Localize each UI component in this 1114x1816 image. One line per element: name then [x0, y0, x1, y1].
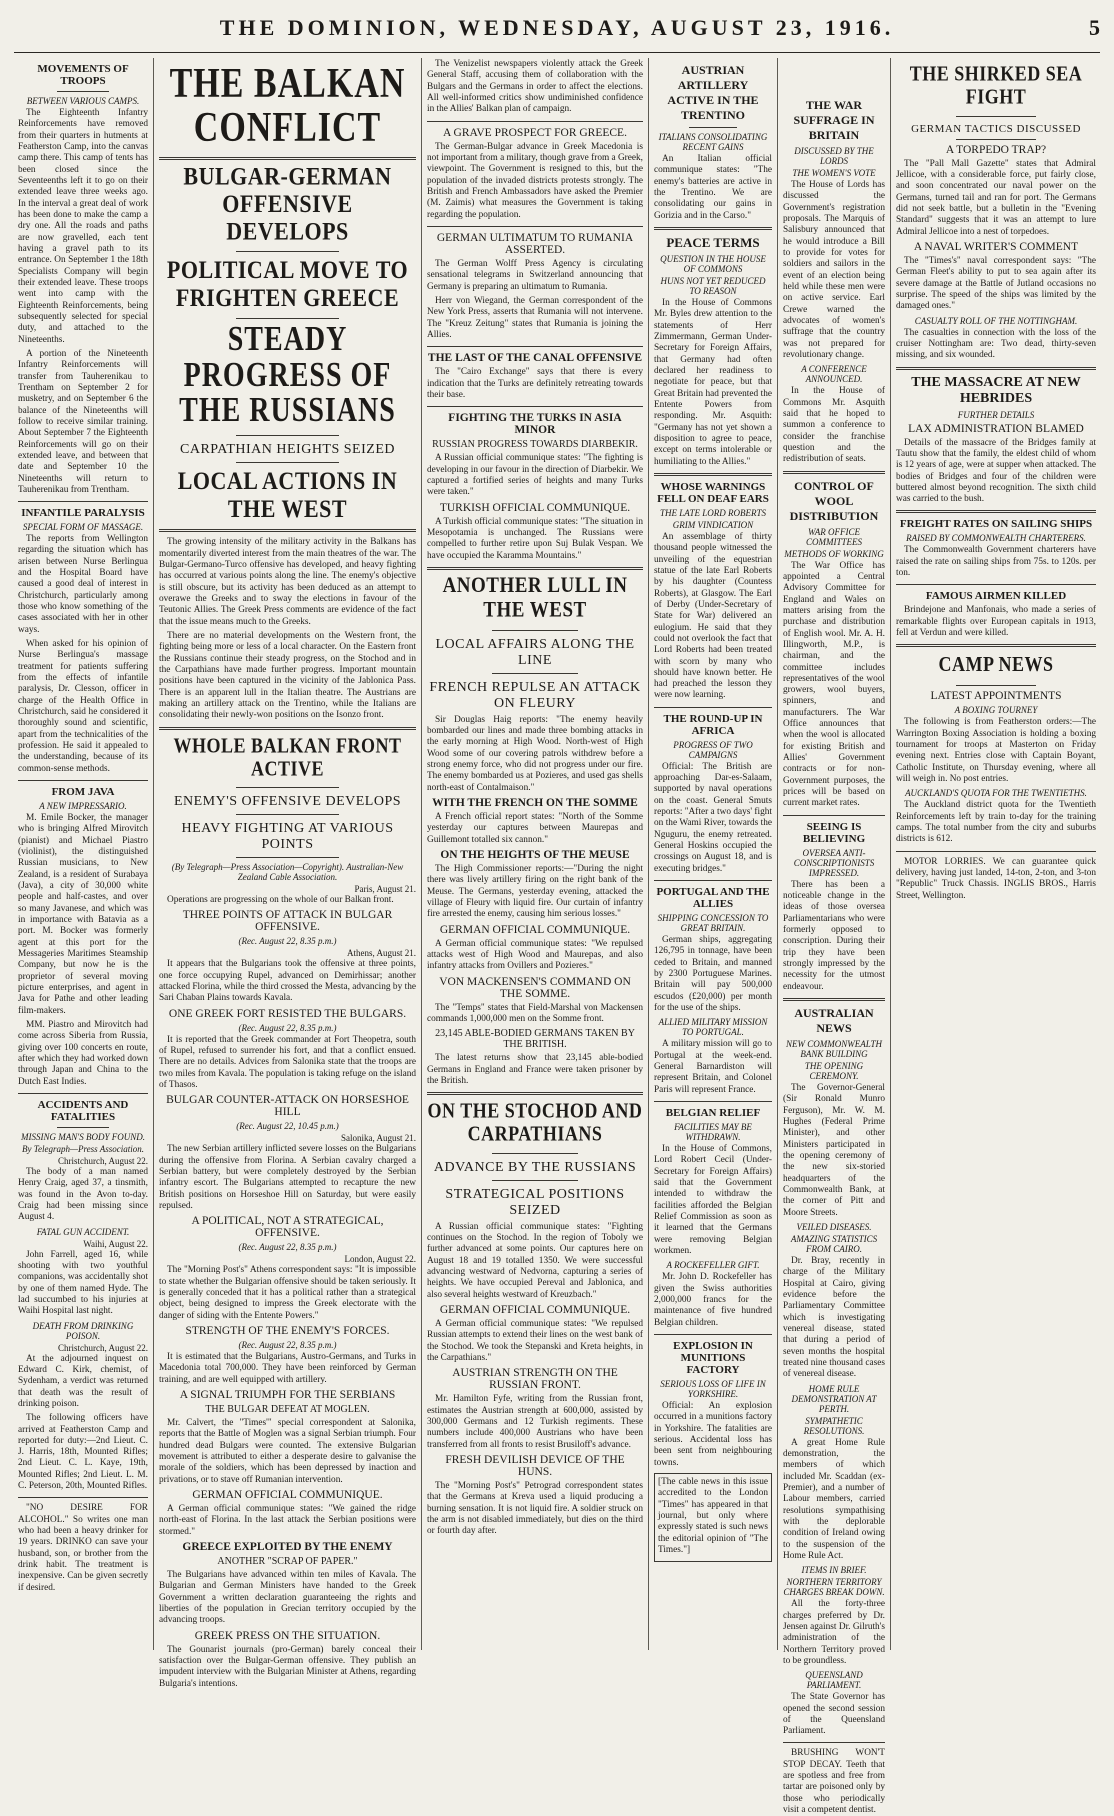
article-body: It appears that the Bulgarians took the offensive at three points, one force occupying Rupel, advanced on Demirhissar; another attacked Florina, while the third crossed the Mesta, advancing by the Sari Chaban Plains towards Kavala.	[159, 959, 416, 1004]
article-body: M. Emile Bocker, the manager who is bringing Alfred Mirovitch (pianist) and Michael Piastro (violinist), the distinguished Russian musicians, to New Zealand, is a resident of Surabaya (Java), a city of 30,000 white people and half-castes, and over so many Javanese, and which was in importance with Batavia as a port. M. Bocker was formerly agent at this port for the Messageries Maritimes Steamship Company, but now he is the proprietor of several moving picture enterprises, and agent in Java for Pathe and other leading film-makers.	[18, 813, 148, 1016]
subheading: SHIPPING CONCESSION TO GREAT BRITAIN.	[657, 913, 769, 934]
article-body: A German official communique states: "We repulsed Russian attempts to extend their lines on the west bank of the Stochod. We took the Stepanski and Kreta heights, in the Carpathians."	[427, 1319, 643, 1364]
subheading: VEILED DISEASES.	[796, 1221, 872, 1232]
subheading: TURKISH OFFICIAL COMMUNIQUE.	[439, 501, 631, 514]
headline: CAMP NEWS	[938, 652, 1054, 676]
column-3	[423, 58, 647, 1650]
subheading: A POLITICAL, NOT A STRATEGICAL, OFFENSIVE.	[191, 1215, 384, 1240]
subheading: STRENGTH OF THE ENEMY'S FORCES.	[185, 1325, 390, 1338]
article-body: The following is from Featherston orders:—The Warrington Boxing Association is holding a boxing tournament for troops at Masterton on Friday evening next. Entries close with Captain Boyant, Catholic Institute, on Thursday evening, where all will weigh in. No post entries.	[896, 717, 1096, 784]
headline: GERMAN TACTICS DISCUSSED	[911, 122, 1081, 135]
article-body: Operations are progressing on the whole of our Balkan front.	[167, 895, 394, 906]
article-body: The State Governor has opened the second session of the Queensland Parliament.	[783, 1692, 885, 1737]
editorial-note: [The cable news in this issue accredited to the London "Times" has appeared in that journal, but only where expressly stated is such news the editorial opinion of "The Times."]	[654, 1473, 772, 1562]
article-body: Mr. Calvert, the "Times'" special correspondent at Salonika, reports that the Battle of Moglen was a signal Serbian triumph. Four hundred dead Bulgars were counted. The extensive Bulgarian movement is attributed to either a desperate desire to galvanise the morale of the soldiers, which has been depressed by inaction and privations, or to stave off Rumanian intervention.	[159, 1418, 416, 1485]
headline: THE BALKAN CONFLICT	[169, 60, 406, 151]
column-6	[892, 58, 1100, 1650]
headline: STEADY PROGRESS OF THE RUSSIANS	[179, 320, 396, 431]
article-body: The High Commissioner reports:—"During the night there was lively artillery firing on the right bank of the Meuse. The Germans, yesterday evening, attacked the village of Fleury with liquid fire. Our curtain of infantry fire arrested the enemy, causing him serious losses."	[427, 863, 643, 920]
column-2	[155, 58, 420, 1689]
article-body: The "Cairo Exchange" says that there is every indication that the Turks are definitely retreating towards their base.	[427, 367, 643, 400]
headline: PORTUGAL AND THE ALLIES	[656, 886, 770, 911]
article-body: The new Serbian artillery inflicted severe losses on the Bulgarians during the offensive from Florina. A Serbian cavalry charged a Serbian battery, but were completely destroyed by the Serbian infantry escort. The Bulgarians attempted to recapture the new British positions on Horseshoe Hill on Saturday, but were easily repulsed.	[159, 1144, 416, 1212]
headline: AUSTRALIAN NEWS	[794, 1006, 874, 1036]
subheading: WITH THE FRENCH ON THE SOMME	[432, 796, 638, 809]
article-body: Herr von Wiegand, the German correspondent of the New York Press, asserts that Rumania will not intervene. The "Kreuz Zeitung" states that Rumania is joining the Allies.	[427, 295, 643, 340]
article-body: A Turkish official communique states: "The situation in Mesopotamia is unchanged. The Russians were compelled to further retire upon Suj Bulak Vespan. We have occupied the Karamma Mountains."	[427, 516, 643, 561]
article-body: A military mission will go to Portugal at the week-end. General Barnardiston will represent Britain, and Colonel Paris will represent France.	[654, 1039, 772, 1095]
dateline: Christchurch, August 22.	[58, 1342, 148, 1353]
subheading: ONE GREEK FORT RESISTED THE BULGARS.	[168, 1007, 407, 1020]
subheading: QUEENSLAND PARLIAMENT.	[805, 1670, 863, 1691]
article-body: A German official communique states: "We gained the ridge north-east of Florina. In the last attack the Serbian positions were stormed."	[159, 1503, 416, 1537]
headline: PEACE TERMS	[666, 234, 760, 250]
article-body: The "Temps" states that Field-Marshal von Mackensen commands 1,000,000 men on the Somme front.	[427, 1002, 643, 1024]
article-body: All the forty-three charges preferred by Dr. Jensen against Dr. Gilruth's administration of the Northern Territory proved to be groundless.	[783, 1599, 885, 1666]
subheading: NEW COMMONWEALTH BANK BUILDING	[785, 1039, 883, 1060]
article-body: There has been a noticeable change in the ideas of those oversea Parliamentarians who were formerly opposed to conscription. During their trip they have been strongly impressed by the necessity for the utmost endeavour.	[783, 879, 885, 992]
subheading: AUCKLAND'S QUOTA FOR THE TWENTIETHS.	[905, 788, 1087, 799]
article-body: A German official communique states: "We repulsed attacks west of High Wood and Maurepas, and also infantry attacks from Ovillers and Pozieres."	[427, 938, 643, 972]
article-body: The "Times's" naval correspondent says: "The German Fleet's ability to put to sea again after its severe damage at the Battle of Jutland occasions no surprise. The speed of the ships was limited by the damaged ones."	[896, 255, 1096, 312]
article-body: When asked for his opinion of Nurse Berlingua's massage treatment for patients suffering from the effects of infantile paralysis, Dr. Clesson, officer in charge of the Health Office in Christchurch, said he considered it thoroughly sound and scientific, apart from the technicalities of the profession. He said it appealed to the understanding, because of its common-sense methods.	[18, 639, 148, 774]
article-body: The Venizelist newspapers violently attack the Greek General Staff, accusing them of collaboration with the Bulgars and the Germans in order to affect the elections. All well-informed critics show undiminished confidence in the Allies' Balkan plan of campaign.	[427, 59, 643, 115]
subheading: BULGAR COUNTER-ATTACK ON HORSESHOE HILL	[166, 1094, 409, 1119]
subheading: A BOXING TOURNEY	[954, 705, 1038, 716]
headline: WHOSE WARNINGS FELL ON DEAF EARS	[657, 480, 769, 505]
subheading: METHODS OF WORKING	[784, 548, 884, 559]
subheading: THREE POINTS OF ATTACK IN BULGAR OFFENSIVE.	[182, 909, 393, 934]
article-body: Mr. Hamilton Fyfe, writing from the Russian front, estimates the Austrian strength at 600,000, assisted by 300,000 Germans and 12 Turkish regiments. These numbers include 400,000 Austrians who have been transferred from all fronts to resist Brusiloff's advance.	[427, 1394, 643, 1450]
article-body: There are no material developments on the Western front, the fighting being more or less of a local character. On the Eastern front the Russians continue their steady progress, on the Stochod and in the Carpathians have made further progress. Important mountain positions have been captured in the vicinity of the Jablonica Pass. There is an apparent lull in the Italian theatre. The Austrians are making an artillery attack on the Trentino, while the Italians are consolidating their newly-won positions on the Isonzo front.	[159, 630, 416, 721]
article-body: Official: An explosion occurred in a munitions factory in Yorkshire. The fatalities are serious. Accidental loss has been sent from neighbouring towns.	[654, 1400, 772, 1468]
headline: FRENCH REPULSE AN ATTACK ON FLEURY	[429, 679, 641, 711]
article-body: The body of a man named Henry Craig, aged 37, a tinsmith, was found in the Avon to-day. Craig had been missing since August 4.	[18, 1166, 148, 1223]
article-body: In the House of Commons Mr. Asquith said that he hoped to summon a conference to consider the franchise question and the redistribution of seats.	[783, 386, 885, 465]
subheading: A GRAVE PROSPECT FOR GREECE.	[443, 126, 627, 139]
article-body: The latest returns show that 23,145 able-bodied Germans in England and France were taken prisoner by the British.	[427, 1053, 643, 1086]
article-body: The "Morning Post's" Athens correspondent says: "It is impossible to state whether the Bulgarian offensive should be taken seriously. It is generally conceded that it has a political rather than a strategical object, being designed to impress the Greek electorate with the danger of siding with the Entente Powers."	[159, 1265, 416, 1321]
subheading: GREECE EXPLOITED BY THE ENEMY	[182, 1540, 393, 1553]
subheading: A NAVAL WRITER'S COMMENT	[913, 240, 1079, 253]
advertisement: BRUSHING WON'T STOP DECAY. Teeth that are spotless and free from tartar are poisoned only by those who periodically visit a competent dentist.	[783, 1748, 885, 1816]
article-subheading: SPECIAL FORM OF MASSAGE.	[22, 522, 144, 533]
subheading: ITEMS IN BRIEF.	[801, 1565, 867, 1576]
article-heading: INFANTILE PARALYSIS	[21, 507, 145, 520]
headline: FREIGHT RATES ON SAILING SHIPS	[899, 518, 1093, 531]
headline: ANOTHER LULL IN THE WEST	[442, 573, 628, 622]
subheading: THE WOMEN'S VOTE	[792, 168, 876, 178]
article-body: The German Wolff Press Agency is circulating sensational telegrams in Switzerland announcing that Germany is preparing an ultimatum to Rumania.	[427, 258, 643, 292]
subheading: SYMPATHETIC RESOLUTIONS.	[803, 1415, 865, 1436]
subheading: FURTHER DETAILS	[957, 409, 1035, 420]
headline: CARPATHIAN HEIGHTS SEIZED	[180, 441, 395, 457]
article-body: It is reported that the Greek commander at Fort Theopetra, south of Rupel, refused to surrender his fort, and that a conflict ensued. There are no details. Advices from Salonika state that the troops are two miles from Kavala. The population is taking refuge on the island of Thasos.	[159, 1034, 416, 1091]
dateline: London, August 22.	[344, 1254, 416, 1265]
column-rule	[421, 58, 422, 1650]
item-title: DEATH FROM DRINKING POISON.	[32, 1320, 134, 1341]
subheading: ON THE HEIGHTS OF THE MEUSE	[440, 848, 630, 861]
article-body: The "Pall Mall Gazette" states that Admiral Jellicoe, with a considerable force, put fairly close, and soon concentrated our naval power on the Germans, turned tail and ran for port. The Germans did not seek battle, but a bulletin in the "Evening Standard" suggests that it was an attempt to lure Admiral Jellicoe into a nest of torpedoes.	[896, 158, 1096, 237]
headline: WHOLE BALKAN FRONT ACTIVE	[173, 733, 402, 780]
article-body: The Governor-General (Sir Ronald Munro Ferguson), Mr. W. M. Hughes (Federal Prime Minister), and other Ministers participated in the opening ceremony of the new six-storied headquarters of the Commonwealth Bank, at the corner of Pitt and Moore Streets.	[783, 1083, 885, 1218]
column-5	[779, 58, 889, 1816]
subheading: HUNS NOT YET REDUCED TO REASON	[660, 275, 766, 296]
article-subheading: A NEW IMPRESSARIO.	[39, 801, 127, 812]
headline: THE WAR SUFFRAGE IN BRITAIN	[793, 98, 875, 142]
article-body: A portion of the Nineteenth Infantry Reinforcements will transfer from Tauherenikau to Trentham on September 2 for musketry, and on September 6 the balance of the Nineteenths will follow to receive similar training. About September 7 the Eighteenth Reinforcements will go on their extended leave, and between that date and September 10 the Nineteenths will return to Tauherenikau from Trentham.	[18, 348, 148, 495]
subheading: RUSSIAN PROGRESS TOWARDS DIARBEKIR.	[432, 439, 638, 451]
item-credit: By Telegraph—Press Association.	[22, 1143, 144, 1154]
page-number: 5	[1089, 15, 1100, 40]
article-body: The Bulgarians have advanced within ten miles of Kavala. The Bulgarian and German Ministers have handed to the Greek Government a written declaration guaranteeing the rights and liberties of the population in Grecian territory occupied by the advancing troops.	[159, 1569, 416, 1626]
received-time: (Rec. August 22, 8.35 p.m.)	[238, 1022, 337, 1033]
column-4	[650, 58, 776, 1650]
subheading: GERMAN OFFICIAL COMMUNIQUE.	[192, 1488, 383, 1501]
article-body: It is estimated that the Bulgarians, Austro-Germans, and Turks in Macedonia total 700,000. They have been reinforced by German training, and are well equipped with artillery.	[159, 1352, 416, 1385]
headline: THE SHIRKED SEA FIGHT	[909, 61, 1083, 108]
subheading: NORTHERN TERRITORY CHARGES BREAK DOWN.	[783, 1577, 885, 1598]
article-body: The following officers have arrived at Featherston Camp and reported for duty:—2nd Lieut. C. J. Harris, 18th, Mounted Rifles; 2nd Lieut. C. L. Kaye, 19th, Mounted Rifles; 2nd Lieut. L. M. C. Peterson, 20th, Mounted Rifles.	[18, 1413, 148, 1492]
headline: BELGIAN RELIEF	[665, 1107, 761, 1120]
subheading: QUESTION IN THE HOUSE OF COMMONS	[660, 253, 766, 274]
received-time: (Rec. August 22, 8.35 p.m.)	[238, 1340, 337, 1351]
article-body: MM. Piastro and Mirovitch had come across Siberia from Russia, giving over 100 concerts en route, after which they had worked down through Japan and China to the Dutch East Indies.	[18, 1019, 148, 1087]
article-body: The "Morning Post's" Petrograd correspondent states that the Germans at Kreva used a liquid producing a burning sensation. It is not liquid fire. A soldier struck on the arm is not disabled immediately, but dies on the third or fourth day after.	[427, 1481, 643, 1537]
article-body: Details of the massacre of the Bridges family at Tautu show that the family, the eldest child of whom is 12 years of age, were at supper when attacked. The bodies of Bridges and four of the children were buttered almost beyond recognition. The sixth child was carried to the bush.	[896, 437, 1096, 505]
subheading: OVERSEA ANTI-CONSCRIPTIONISTS IMPRESSED.	[793, 847, 875, 878]
subheading: GERMAN OFFICIAL COMMUNIQUE.	[439, 923, 631, 936]
subheading: GRIM VINDICATION	[672, 519, 754, 530]
received-time: (Rec. August 22, 10.45 p.m.)	[236, 1121, 339, 1132]
subheading: VON MACKENSEN'S COMMAND ON THE SOMME.	[439, 975, 631, 1000]
subheading: GREEK PRESS ON THE SITUATION.	[194, 1629, 381, 1642]
article-heading: MOVEMENTS OF TROOPS	[37, 63, 129, 87]
headline: HEAVY FIGHTING AT VARIOUS POINTS	[181, 821, 394, 853]
subheading: CASUALTY ROLL OF THE NOTTINGHAM.	[914, 315, 1078, 326]
column-rule	[153, 58, 154, 1650]
headline: LOCAL AFFAIRS ALONG THE LINE	[435, 636, 635, 668]
article-body: Mr. John D. Rockefeller has given the Swiss authorities 2,000,000 francs for the maintenance of five hundred Belgian children.	[654, 1272, 772, 1328]
item-title: MISSING MAN'S BODY FOUND.	[21, 1131, 145, 1142]
advertisement: "NO DESIRE FOR ALCOHOL." So writes one man who had been a heavy drinker for 19 years. DRINKO can save your husband, son, or brother from the drink habit. The treatment is inexpensive. Can be given secretly if desired.	[18, 1503, 148, 1593]
subheading: A CONFERENCE ANNOUNCED.	[801, 364, 867, 385]
subheading: AUSTRIAN STRENGTH ON THE RUSSIAN FRONT.	[452, 1367, 618, 1392]
article-body: John Farrell, aged 16, while shooting with two youthful companions, was accidentally shot by one of them named Hyde. The lad succumbed to his injuries at Waihi Hospital last night.	[18, 1249, 148, 1317]
subheading: PROGRESS OF TWO CAMPAIGNS	[673, 739, 753, 760]
subheading: LATEST APPOINTMENTS	[930, 690, 1062, 703]
article-body: Sir Douglas Haig reports: "The enemy heavily bombarded our lines and made three bombing attacks in the early morning at High Wood. North-west of High Wood some of our covering patrols withdrew before a strong enemy force, who did not progress under our fire. The enemy bombarded us at Pozieres, and used gas shells north-east of Contalmaison."	[427, 714, 643, 793]
masthead-title: THE DOMINION, WEDNESDAY, AUGUST 23, 1916.	[219, 15, 895, 40]
headline: AUSTRIAN ARTILLERY ACTIVE IN THE TRENTINO	[667, 63, 759, 122]
subheading: FIGHTING THE TURKS IN ASIA MINOR	[448, 412, 622, 437]
subheading: THE BULGAR DEFEAT AT MOGLEN.	[205, 1404, 370, 1416]
dateline: Athens, August 21.	[346, 948, 416, 959]
subheading: THE LAST OF THE CANAL OFFENSIVE	[427, 352, 643, 365]
dateline: Paris, August 21.	[354, 884, 416, 895]
dateline: Waihi, August 22.	[83, 1238, 148, 1249]
received-time: (Rec. August 22, 8.35 p.m.)	[238, 936, 337, 947]
subheading: LAX ADMINISTRATION BLAMED	[908, 422, 1084, 435]
headline: STRATEGICAL POSITIONS SEIZED	[445, 1186, 625, 1218]
article-subheading: BETWEEN VARIOUS CAMPS.	[26, 96, 140, 106]
headline: POLITICAL MOVE TO FRIGHTEN GREECE	[166, 255, 409, 312]
column-rule	[648, 58, 649, 1650]
article-body: A great Home Rule demonstration, the members of which included Mr. Scaddan (ex-Premier), and a number of Labour members, carried resolutions sympathising with the deplorable condition of Ireland owing to the suspension of the Home Rule Act.	[783, 1437, 885, 1561]
headline: SEEING IS BELIEVING	[802, 820, 866, 845]
article-body: An assemblage of thirty thousand people witnessed the unveiling of the equestrian statue of the late Earl Roberts by his daughter (Countess Roberts), at Glasgow. The Earl of Derby (Under-Secretary of State for War) delivered an eulogium. He said that they could not overlook the fact that Lord Roberts had been treated with scorn by many who should have known better. He had preached the lesson they were now learning.	[654, 531, 772, 701]
item-title: FATAL GUN ACCIDENT.	[36, 1226, 130, 1237]
column-1	[14, 58, 152, 1650]
article-body: The casualties in connection with the loss of the cruiser Nottingham are: Two dead, thirty-seven missing, and six wounded.	[896, 327, 1096, 361]
headline: ON THE STOCHOD AND CARPATHIANS	[427, 1099, 643, 1145]
subheading: FACILITIES MAY BE WITHDRAWN.	[674, 1122, 752, 1143]
subheading: THE OPENING CEREMONY.	[804, 1061, 864, 1082]
article-body: German ships, aggregating 126,795 in tonnage, have been ceded to Britain, and manned by 2300 Portuguese Marines. Britain will pay 500,000 escudos (£20,000) per month for the use of the ships.	[654, 935, 772, 1014]
subheading: WAR OFFICE COMMITTEES	[806, 526, 862, 547]
headline: FAMOUS AIRMEN KILLED	[925, 590, 1067, 603]
article-heading: FROM JAVA	[51, 786, 115, 799]
dateline: Christchurch, August 22.	[58, 1155, 148, 1166]
subheading: SERIOUS LOSS OF LIFE IN YORKSHIRE.	[660, 1378, 766, 1399]
headline: LOCAL ACTIONS IN THE WEST	[177, 466, 398, 523]
advertisement: MOTOR LORRIES. We can guarantee quick delivery, having just landed, 14-ton, 2-ton, and 3-ton "Republic" Truck Chassis. INGLIS BROS., Harris Street, Wellington.	[896, 856, 1096, 901]
article-body: In the House of Commons Mr. Byles drew attention to the statements of Herr Zimmermann, German Under-Secretary for Foreign Affairs, that Germany had often declared her readiness to negotiate for peace, but that Great Britain had prevented the Entente Powers from responding. Mr. Asquith: "Germany has not yet shown a disposition to agree to peace, except on terms intolerable or humiliating to the Allies."	[654, 297, 772, 467]
credit: (By Telegraph—Press Association—Copyright). Australian-New Zealand Cable Association.	[171, 862, 404, 883]
subheading: ANOTHER "SCRAP OF PAPER."	[217, 1555, 358, 1567]
article-body: Dr. Bray, recently in charge of the Military Hospital at Cairo, giving evidence before the Parliamentary Committee which is investigating venereal disease, stated that during a period of seven months the hospital treated nine thousand cases of venereal disease.	[783, 1255, 885, 1380]
article-body: At the adjourned inquest on Edward C. Kirk, chemist, of Sydenham, a verdict was returned that death was the result of drinking poison.	[18, 1353, 148, 1409]
subheading: DISCUSSED BY THE LORDS	[794, 146, 874, 166]
subheading: A TORPEDO TRAP?	[945, 143, 1047, 156]
article-body: A Russian official communique states: "The fighting is developing in our favour in the direction of Diarbekir. We captured a fortified series of heights and many Turks were taken."	[427, 453, 643, 498]
received-time: (Rec. August 22, 8.35 p.m.)	[238, 1242, 337, 1253]
subheading: FRESH DEVILISH DEVICE OF THE HUNS.	[445, 1454, 625, 1479]
subheading: RAISED BY COMMONWEALTH CHARTERERS.	[906, 533, 1086, 544]
subheading: ITALIANS CONSOLIDATING RECENT GAINS	[658, 132, 768, 152]
subheading: GERMAN OFFICIAL COMMUNIQUE.	[439, 1304, 631, 1317]
article-body: The Eighteenth Infantry Reinforcements have removed from their quarters in hutments at Featherston Camp, into the canvas camp there. This camp of tents has been closed since the Seventeenths left it to go on their extended leave three weeks ago. In the interval a great deal of work has been done to make the camp a dry one. All the roads and paths are now gravelled, each tent having a gravel path to its entrance. On September 1 the 18th Specialists Company will begin their extended leave. These troops went into camp with the Eighteenth Reinforcements, being subsequently selected for special duty, and attached to the Nineteenths.	[18, 108, 148, 345]
article-body: The War Office has appointed a Central Advisory Committee for England and Wales on matters arising from the purchase and distribution of English wool. Mr. A. H. Illingworth, M.P., is chairman, and the committee includes representatives of the wool growers, wool buyers, spinners, and manufacturers. The War Office announces that when the wool is allocated for existing British and Allies' Government contracts or for non-Government purposes, the prices will be based on current market rates.	[783, 560, 885, 809]
article-body: The Commonwealth Government charterers have raised the rate on sailing ships from 75s. to 120s. per ton.	[896, 545, 1096, 579]
subheading: GERMAN ULTIMATUM TO RUMANIA ASSERTED.	[436, 231, 634, 256]
masthead	[14, 4, 1100, 53]
headline: EXPLOSION IN MUNITIONS FACTORY	[673, 1339, 753, 1376]
headline: THE MASSACRE AT NEW HEBRIDES	[911, 374, 1081, 406]
subheading: 23,145 ABLE-BODIED GERMANS TAKEN BY THE BRITISH.	[435, 1028, 635, 1051]
subheading: AMAZING STATISTICS FROM CAIRO.	[790, 1233, 878, 1254]
subheading: ALLIED MILITARY MISSION TO PORTUGAL.	[658, 1017, 768, 1038]
article-body: A Russian official communique states: "Fighting continues on the Stochod. In the region of Toboly we further advanced at some points. Our captures here on August 18 and 19 totalled 1350. We were successful advancing westward of Nedvorna, capturing a series of heights. We have occupied Pereval and Jablonica, and also several heights westward of Kreuzbach."	[427, 1221, 643, 1300]
subheading: HOME RULE DEMONSTRATION AT PERTH.	[791, 1383, 877, 1414]
article-body: The reports from Wellington regarding the situation which has arisen between Nurse Berlingua and the Hospital Board have caused a good deal of interest in Christchurch, particularly among those who know something of the cases associated with her in other ways.	[18, 534, 148, 635]
article-body: A French official report states: "North of the Somme yesterday our captures between Maurepas and Guillemont totalled six cannon."	[427, 811, 643, 845]
column-rule	[890, 58, 891, 1650]
headline: BULGAR-GERMAN OFFENSIVE DEVELOPS	[183, 161, 392, 247]
article-body: In the House of Commons, Lord Robert Cecil (Under-Secretary for Foreign Affairs) said that the Government intended to withdraw the facilities afforded the Belgian Relief Commission as soon as it learned that the Germans were removing Belgian workmen.	[654, 1144, 772, 1256]
article-body: The House of Lords has discussed the Government's registration proposals. The Marquis of Salisbury announced that he would introduce a Bill to provide for votes for soldiers and sailors in the event of an election being held while these men were on active service. Earl Crewe warned the advocates of women's suffrage that the country was not prepared for revolutionary change.	[783, 180, 885, 360]
dateline: Salonika, August 21.	[340, 1133, 416, 1144]
headline: CONTROL OF WOOL DISTRIBUTION	[789, 478, 879, 523]
column-rule	[777, 58, 778, 1650]
subheading: A ROCKEFELLER GIFT.	[666, 1260, 760, 1271]
subheading: A SIGNAL TRIUMPH FOR THE SERBIANS	[179, 1389, 396, 1402]
article-body: The growing intensity of the military activity in the Balkans has momentarily diverted interest from the main theatres of the war. The Bulgar-Germano-Turco offensive has developed, and heavy fighting has occurred at various points along the line. The enemy's objective is still obscure, but its activity has been deduced as an attempt to overawe the Greeks and to sway the elections in favour of the Teutonic Allies. The Greek Press comments are evidence of the fact that the issue means much to the Greeks.	[159, 537, 416, 627]
headline: THE ROUND-UP IN AFRICA	[663, 712, 763, 737]
article-body: Official: The British are approaching Dar-es-Salaam, supported by naval operations on the coast. General Smuts reports: "After a two days' fight on the Wami River, towards the Nguguru, the enemy retreated. General Hoskins occupied the crossings on August 18, and is executing bridges."	[654, 761, 772, 874]
article-body: The German-Bulgar advance in Greek Macedonia is not important from a military, though grave from a Greek, viewpoint. The Government is resigned to this, but the population of the invaded districts protests strongly. The British and French Ambassadors have asked the Premier (M. Zaimis) what measures the Government is taking regarding the population.	[427, 141, 644, 220]
article-heading: ACCIDENTS AND FATALITIES	[37, 1098, 129, 1123]
article-body: The Auckland district quota for the Twentieth Reinforcements left by train to-day for the training camps. The total number from the city and suburbs districts is 612.	[896, 800, 1096, 845]
article-body: The Gounarist journals (pro-German) barely conceal their satisfaction over the Bulgar-German offensive. They publish an impudent interview with the Bulgarian Minister at Athens, regarding Bulgaria's intentions.	[159, 1644, 416, 1689]
subheading: THE LATE LORD ROBERTS	[660, 507, 766, 518]
article-body: Brindejone and Manfonais, who made a series of remarkable flights over European capitals in 1913, fell at Verdun and were killed.	[896, 605, 1096, 639]
headline: ADVANCE BY THE RUSSIANS	[433, 1159, 637, 1175]
headline: ENEMY'S OFFENSIVE DEVELOPS	[173, 794, 402, 810]
article-body: An Italian official communique states: "The enemy's batteries are active in the Trentino. We are consolidating our gains in Gorizia and in the Carso."	[654, 154, 772, 221]
